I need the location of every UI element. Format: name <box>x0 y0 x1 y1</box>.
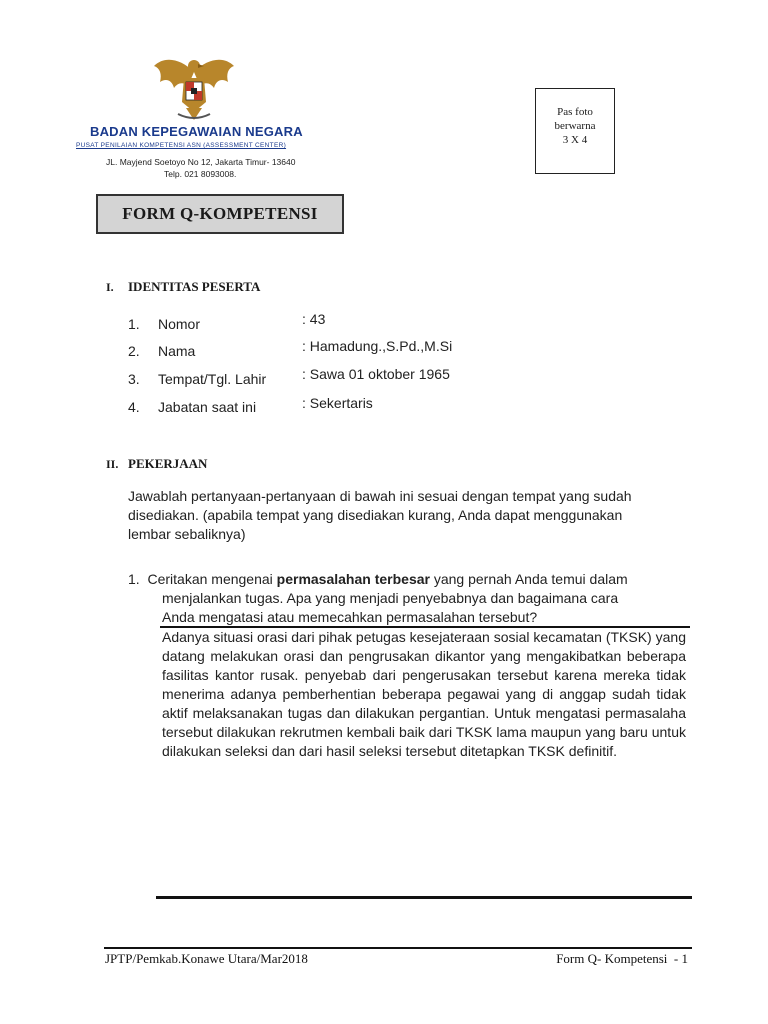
photo-placeholder-box <box>535 88 615 174</box>
identity-label: Nama <box>158 343 196 359</box>
question-1-line-1 <box>128 570 628 589</box>
photo-box-line3: 3 X 4 <box>562 134 588 146</box>
section2-title: PEKERJAAN <box>128 456 208 471</box>
identity-label: Nomor <box>158 316 201 332</box>
org-telephone: Telp. 021 8093008. <box>164 169 237 179</box>
identity-value-nama: : Hamadung.,S.Pd.,M.Si <box>302 338 453 354</box>
org-name: BADAN KEPEGAWAIAN NEGARA <box>90 124 303 139</box>
question-text-pre: Ceritakan mengenai <box>147 571 277 587</box>
instruction-line-2: disediakan. (apabila tempat yang disediakan kurang, Anda dapat menggunakan <box>128 507 623 523</box>
identity-label: Jabatan saat ini <box>158 399 257 415</box>
identity-row-jabatan <box>128 399 256 415</box>
question-number: 1. <box>128 571 140 587</box>
org-subtitle: PUSAT PENILAIAN KOMPETENSI ASN (ASSESSMENT CENTER) <box>76 142 287 149</box>
question-1-line-2: menjalankan tugas. Apa yang menjadi penyebabnya dan bagaimana cara <box>162 590 619 606</box>
identity-row-tempat-lahir <box>128 371 266 387</box>
section2-number: II. <box>106 457 119 471</box>
footer-left-text: JPTP/Pemkab.Konawe Utara/Mar2018 <box>105 951 308 966</box>
identity-row-nama <box>128 343 195 359</box>
form-title: FORM Q-KOMPETENSI <box>96 194 344 234</box>
identity-label: Tempat/Tgl. Lahir <box>158 371 267 387</box>
garuda-emblem-logo <box>150 52 238 124</box>
identity-row-nomor <box>128 316 200 332</box>
answer-text: Adanya situasi orasi dari pihak petugas kesejateraan sosial kecamatan (TKSK) yang datang melakukan orasi dan pengrusakan dikantor yang mengakibatkan beberapa fasilitas kantor rusak. penyebab dari pengerusakan tersebut karena mereka tidak menerima adanya pemberhentian beberapa pegawai yang di anggap sudah tidak aktif melaksanakan tugas dan dilakukan pergantian. Untuk mengatasi permasalaha tersebut dilakukan rekrutmen kembali baik dari TKSK lama maupun yang baru untuk dilakukan seleksi dan dari hasil seleksi tersebut ditetapkan TKSK definitif. <box>162 629 686 759</box>
question-1-line-3: Anda mengatasi atau memecahkan permasalahan tersebut? <box>162 609 538 625</box>
section1-number: I. <box>106 280 114 294</box>
identity-num: 1. <box>128 316 140 332</box>
org-address: JL. Mayjend Soetoyo No 12, Jakarta Timur- 13640 <box>106 157 296 167</box>
photo-box-line2: berwarna <box>554 120 596 132</box>
question-text-post: yang pernah Anda temui dalam <box>429 571 628 587</box>
footer-right-text: Form Q- Kompetensi - 1 <box>556 951 688 966</box>
identity-value-tempat-lahir: : Sawa 01 oktober 1965 <box>302 366 450 382</box>
question-text-bold: permasalahan terbesar <box>276 571 430 587</box>
photo-box-line1: Pas foto <box>557 106 593 118</box>
instruction-line-3: lembar sebaliknya) <box>128 526 246 542</box>
footer-rule <box>104 947 692 949</box>
instruction-line-1: Jawablah pertanyaan-pertanyaan di bawah ini sesuai dengan tempat yang sudah <box>128 488 632 504</box>
answer-bottom-rule <box>156 896 692 899</box>
section1-title: IDENTITAS PESERTA <box>128 279 261 294</box>
identity-value-nomor: : 43 <box>302 311 326 327</box>
identity-num: 2. <box>128 343 140 359</box>
identity-num: 4. <box>128 399 140 415</box>
identity-value-jabatan: : Sekertaris <box>302 395 373 411</box>
identity-num: 3. <box>128 371 140 387</box>
